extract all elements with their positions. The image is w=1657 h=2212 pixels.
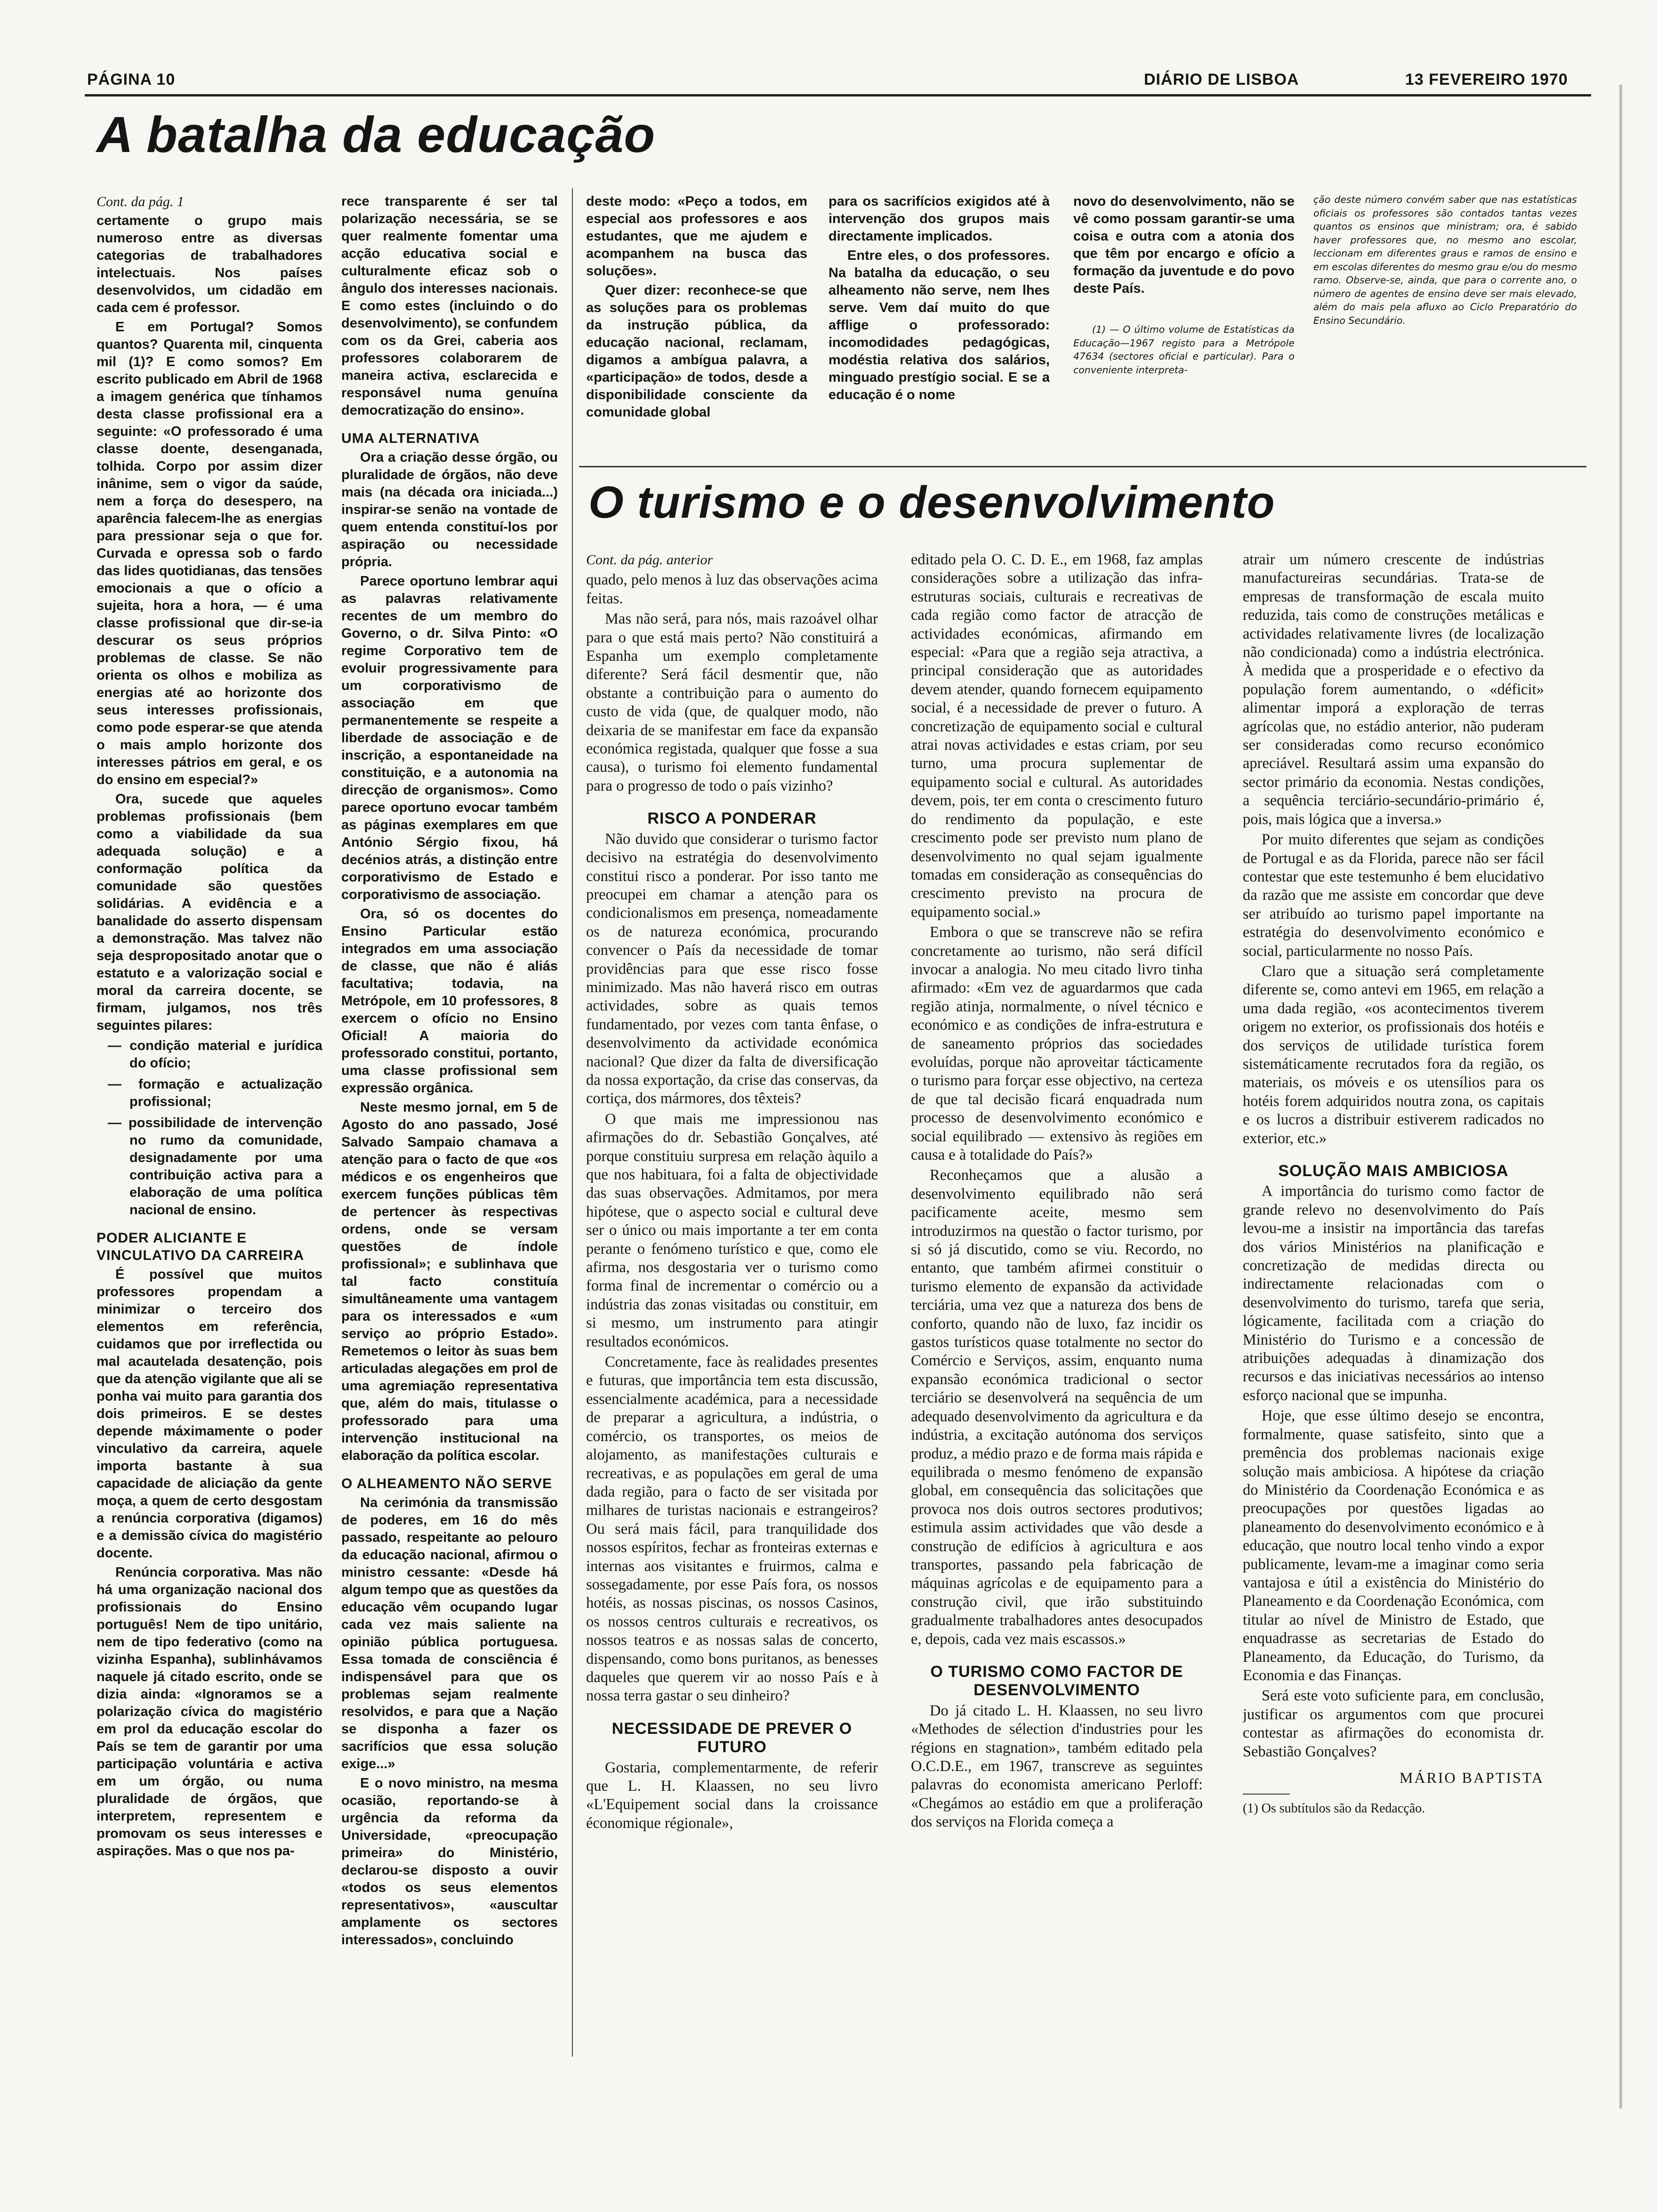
paragraph: Reconheçamos que a alusão a desenvolvimento equilibrado não será pacificamente aceite, mesmo sem introduzirmos na questão o factor turismo, por si só já discutido, como se viu. Recordo, no entanto, que também afirmei constituir o turismo elemento de expansão da actividade terciária, uma vez que a natureza dos bens de conforto, quando não de luxo, faz incidir os gastos turísticos quase totalmente no sector do Comércio e Serviços, assim, enquanto numa expansão económica tradicional o sector terciário se desenvolverá na sequência de um adequado desenvolvimento da agricultura e da indústria, a excitação autónoma dos serviços produz, a médio prazo e de forma mais rápida e equilibrada o mesmo fenómeno de expansão global, em consequência das solicitações que provoca nos dois outros sectores produtivos; estimula assim actividades que vão desde a construção de edifícios à agricultura e aos transportes, passando pela fabricação de máquinas agrícolas e de equipamento para a construção civil, que irão substituindo gradualmente trabalhadores antes desocupados e, depois, cada vez mais escassos.» — [911, 1167, 1203, 1648]
education-column-1 — [97, 193, 322, 2076]
paragraph: Quer dizer: reconhece-se que as soluções para os problemas da instrução pública, da educação nacional, reclamam, digamos a ambígua palavra, a «participação» de todos, desde a disponibilidade consciente da comunidade global — [586, 283, 807, 420]
paragraph: E o novo ministro, na mesma ocasião, reportando-se à urgência da reforma da Universidade, «preocupação primeira» do Ministério, declarou-se disposto a ouvir «todos os seus elementos representativos», «auscultar amplamente os sectores interessados», concluindo — [341, 1776, 558, 1948]
paragraph: Embora o que se transcreve não se refira concretamente ao turismo, não será difícil invocar a analogia. No meu citado livro tinha afirmado: «Em vez de aguardarmos que cada região atinja, normalmente, o nível técnico e económico e as condições de infra-estrutura e de saneamento próprios das sociedades evoluídas, porque não aproveitar tácticamente o turismo para forçar esse objectivo, na certeza de que tal decisão ficará enquadrada num processo de desenvolvimento económico e social equilibrado — extensivo às regiões em causa e à totalidade do País?» — [911, 924, 1203, 1163]
paragraph: editado pela O. C. D. E., em 1968, faz amplas considerações sobre a utilização das infra-estruturas sociais, culturais e recreativas de cada região como factor de atracção de actividades económicas, afirmando em especial: «Para que a região seja atractiva, a principal consideração que as autoridades devem atender, quando fornecem equipamento social, é a necessidade de prever o futuro. A concretização de equipamento social e cultural atrai novas actividades e estas criam, por seu turno, uma procura suplementar de equipamento social e cultural. As autoridades devem, pois, ter em conta o crescimento futuro do rendimento da população, e este crescimento pode ser previsto num plano de desenvolvimento no qual sejam igualmente tomadas em consideração as consequências do crescimento previsto na procura de equipamento social.» — [911, 551, 1203, 921]
paragraph: Por muito diferentes que sejam as condições de Portugal e as da Florida, parece não ser fácil contestar que este testemunho é bem elucidativo da razão que me assiste em concordar que deve ser atribuído ao turismo papel importante na estratégia do desenvolvimento económico e social, particularmente no nosso País. — [1243, 831, 1544, 960]
subheading: SOLUÇÃO MAIS AMBICIOSA — [1278, 1162, 1509, 1180]
footnote: (1) — O último volume de Estatísticas da Educação—1967 registo para a Metrópole 47634 (sectores oficial e particular). Para o conveniente interpreta- — [1073, 324, 1295, 376]
subheading: NECESSIDADE DE PREVER O FUTURO — [611, 1719, 853, 1756]
footnote: (1) Os subtítulos são da Redacção. — [1243, 1801, 1425, 1816]
paragraph: Neste mesmo jornal, em 5 de Agosto do ano passado, José Salvado Sampaio chamava a atenção para o facto de que «os médicos e os engenheiros que exercem funções públicas têm de pertencer às respectivas ordens, onde se versam questões de índole profissional»; e sublinhava que tal facto constituía simultâneamente uma vantagem para os interessados e «um serviço ao próprio Estado». Remetemos o leitor às suas bem articuladas alegações em prol de uma agremiação representativa que, além do mais, titulasse o professorado para uma intervenção institucional na elaboração da política escolar. — [341, 1100, 558, 1463]
paragraph: deste modo: «Peço a todos, em especial aos professores e aos estudantes, que me ajudem e acompanhem na busca das soluções». — [586, 194, 807, 279]
paragraph: Na cerimónia da transmissão de poderes, em 16 do mês passado, respeitante ao pelouro da educação nacional, afirmou o ministro cessante: «Desde há algum tempo que as questões da educação vêm ocupando lugar cada vez mais saliente na opinião pública portuguesa. Essa tomada de consciência é indispensável para que os problemas sejam realmente resolvidos, e para que a Nação se disponha a fazer os sacrifícios que essa solução exige...» — [341, 1495, 558, 1771]
paragraph: Será este voto suficiente para, em conclusão, justificar os argumentos com que procurei contestar as afirmações do economista dr. Sebastião Gonçalves? — [1243, 1687, 1544, 1760]
list-item: — condição material e jurídica do ofício; — [108, 1038, 322, 1071]
footnote-continued: ção deste número convém saber que nas estatísticas oficiais os professores são contados tantas vezes quantos os ensinos que ministram; ora, é sabido haver professores que, no mesmo ano escolar, leccionam em diferentes graus e ramos de ensino e em escolas diferentes do mesmo grau e/ou do mesmo ramo. Observe-se, ainda, que para o corrente ano, o número de agentes de ensino deve ser mais elevado, além do mais pela afluxo ao Ciclo Preparatório do Ensino Secundário. — [1313, 194, 1577, 326]
paragraph: Entre eles, o dos professores. Na batalha da educação, o seu alheamento não serve, nem lhes serve. Vem daí muito do que afflige o professorado: incomodidades pedagógicas, modéstia relativa dos salários, minguado prestígio social. E se a educação é o nome — [828, 248, 1050, 402]
paragraph: Não duvido que considerar o turismo factor decisivo na estratégia do desenvolvimento constitui risco a ponderar. Por isso tanto me preocupei em chamar a atenção para os condicionalismos em presença, nomeadamente os de natureza económica, procurando convencer o País da necessidade de tomar providências para que esse risco fosse minimizado. Mas não haverá risco em outras actividades, sobre as quais temos fundamentado, por vezes com tanta ênfase, o desenvolvimento da actividade económica nacional? Que dizer da falta de diversificação da nossa exportação, da crise das conservas, da cortiça, dos mármores, dos têxteis? — [586, 830, 878, 1107]
subheading: O ALHEAMENTO NÃO SERVE — [341, 1476, 553, 1491]
section-divider — [579, 466, 1586, 467]
paragraph: E em Portugal? Somos quantos? Quarenta mil, cinquenta mil (1)? E como somos? Em escrito publicado em Abril de 1968 a imagem genérica que tínhamos desta classe profissional era a seguinte: «O professorado é uma classe doente, desenganada, tolhida. Corpo por assim dizer inânime, sem o vigor da saúde, nem a força do desespero, na aparência falecem-lhe as energias para pressionar seja o que for. Curvada e opressa sob o fardo das lides quotidianas, das tensões emocionais a que o ofício a sujeita, hora a hora, — é uma classe profissional que dir-se-ia descurar os seus próprios problemas de classe. Se não orienta os olhos e mobiliza as energias até ao horizonte dos seus interesses profissionais, como pode esperar-se que atenda o mais amplo horizonte dos interesses pátrios em geral, e os do ensino em especial?» — [97, 320, 322, 787]
paragraph: O que mais me impressionou nas afirmações do dr. Sebastião Gonçalves, até porque constituiu surpresa em relação àquilo a que nos habituara, foi a falta de objectividade das suas observações. Admitamos, por mera hipótese, que o aspecto social e cultural deve ser o único ou mais importante a ter em conta perante o fenómeno turístico e que, como ele afirma, nos desgostaria ver o turismo como forma final de incrementar o comércio ou a indústria das zonas visitadas ou constituir, em si mesmo, um instrumento para atingir resultados económicos. — [586, 1110, 878, 1350]
paragraph: Ora a criação desse órgão, ou pluralidade de órgãos, não deve mais (na década ora iniciada...) inspirar-se senão na vontade de quem entenda constituí-los por aspiração ou necessidade própria. — [341, 450, 558, 569]
paragraph: Gostaria, complementarmente, de referir que L. H. Klaassen, no seu livro «L'Equipement social dans la croissance économique régionale», — [586, 1759, 878, 1832]
page-number: PÁGINA 10 — [87, 71, 176, 88]
article-title-tourism: O turismo e o desenvolvimento — [588, 477, 1275, 528]
paragraph: A importância do turismo como factor de grande relevo no desenvolvimento do País levou-me a insistir na importância das tarefas dos vários Ministérios na planificação e concretização de medidas directa ou indirectamente relacionadas com o desenvolvimento do turismo, tarefa que seria, lógicamente, facilitada com a criação do Ministério do Turismo e a concessão de atribuições adequadas à dinamização dos recursos e das iniciativas necessários ao intenso esforço nacional que se impunha. — [1243, 1183, 1544, 1404]
paragraph: rece transparente é ser tal polarização necessária, se se quer realmente fomentar uma acção educativa social e culturalmente eficaz sob o ângulo dos interesses nacionais. E como estes (incluindo o do desenvolvimento), se confundem com os da Grei, caberia aos professores colaborarem de maneira activa, esclarecida e responsável numa genuína democratização do ensino». — [341, 194, 558, 418]
tourism-column-2 — [911, 551, 1203, 2071]
paragraph: É possível que muitos professores propendam a minimizar o terceiro dos elementos em referência, cuidamos que por irreflectida ou mal acautelada desatenção, pois que da atenção vigilante que ali se ponha vai muito para garantia dos dois primeiros. E se destes depende máximamente o poder vinculativo da carreira, aquele importa bastante à sua capacidade de aliciação da gente moça, a quem de certo desgostam a renúncia corporativa (digamos) e a demissão cívica do magistério docente. — [97, 1267, 322, 1561]
education-column-4 — [828, 193, 1050, 438]
paragraph: Claro que a situação será completamente diferente se, como antevi em 1965, em relação a uma dada região, «os acontecimentos tiverem origem no exterior, os profissionais dos hotéis e dos serviços de utilidade turística forem sistemáticamente recrutados fora da região, os materiais, os móveis e os utensílios para os hotéis forem adquiridos noutra zona, os capitais e os lucros a distribuir estiverem radicados no exterior, etc.» — [1243, 962, 1544, 1147]
issue-date: 13 FEVEREIRO 1970 — [1405, 71, 1568, 88]
paragraph: Parece oportuno lembrar aqui as palavras relativamente recentes de um membro do Governo, o dr. Silva Pinto: «O regime Corporativo tem de evoluir progressivamente para um corporativismo de associação em que permanentemente se respeite a liberdade de associação e de inscrição, a espontaneidade na constituição, e a autonomia na direcção de organismos». Como parece oportuno evocar também as páginas exemplares em que António Sérgio fixou, há decénios atrás, a distinção entre corporativismo de Estado e corporativismo de associação. — [341, 574, 558, 902]
paragraph: Mas não será, para nós, mais razoável olhar para o que está mais perto? Não constituirá a Espanha um exemplo completamente diferente? Será fácil desmentir que, não obstante a contribuição para o aumento do custo de vida (que, de qualquer modo, não deixaria de se manifestar em face da expansão económica registada, qualquer que fosse a sua causa), o turismo foi elemento fundamental para o progresso de todo o país vizinho? — [586, 610, 878, 794]
education-footnote-column — [1313, 193, 1577, 475]
author-signature: MÁRIO BAPTISTA — [1399, 1769, 1544, 1786]
newspaper-name: DIÁRIO DE LISBOA — [1144, 71, 1299, 88]
tourism-column-3 — [1243, 551, 1544, 2071]
tourism-column-1 — [586, 551, 878, 2071]
paragraph: atrair um número crescente de indústrias manufactureiras secundárias. Trata-se de empresas de transformação de escala muito reduzida, tais como de construções metálicas e actividades relativamente livres (de localização não condicionada) como a indústria electrónica. À medida que a prosperidade e o efectivo da população forem aumentando, o «déficit» alimentar imporá a exploração de terras agrícolas que, no estádio anterior, não puderam ser consideradas como recurso económico apreciável. Resultará assim uma expansão do sector primário da economia. Nestas condições, a sequência terciário-secundário-primário é, pois, mais lógica que a inversa.» — [1243, 551, 1544, 828]
paragraph: para os sacrifícios exigidos até à intervenção dos grupos mais directamente implicados. — [828, 194, 1050, 244]
subheading: UMA ALTERNATIVA — [341, 431, 480, 446]
education-column-2 — [341, 193, 558, 2076]
paragraph: Concretamente, face às realidades presentes e futuras, que importância tem esta discussão, essencialmente académica, para a necessidade de preparar a agricultura, a indústria, o comércio, os transportes, os meios de alojamento, as manifestações culturais e recreativas, e as populações em geral de uma dada região, para o facto de ser visitada por milhares de turistas nacionais e estrangeiros? Ou será mais fácil, para tranquilidade dos nossos espíritos, fechar as fronteiras externas e internas aos visitantes e fruirmos, calma e sossegadamente, por esse País fora, os nossos hotéis, as nossas piscinas, os nossos Casinos, os nossos centros culturais e recreativos, os nossos teatros e as nossas salas de concerto, dispensando, como bons puritanos, as benesses daqueles que querem vir ao nosso País e à nossa terra gastar o seu dinheiro? — [586, 1354, 878, 1705]
continuation-note: Cont. da pág. 1 — [97, 194, 184, 209]
pillars-list — [97, 1037, 322, 1219]
paragraph: Do já citado L. H. Klaassen, no seu livro «Methodes de sélection d'industries pour les régions en stagnation», também editado pela O.C.D.E., em 1967, transcreve as seguintes palavras do economista americano Perloff: «Chegámos ao estádio em que a proliferação dos serviços na Florida começa a — [911, 1702, 1203, 1831]
paragraph: Hoje, que esse último desejo se encontra, formalmente, quase satisfeito, sinto que a premência dos problemas nacionais exige solução mais ambiciosa. A hipótese da criação do Ministério da Coordenação Económica e as preocupações por questões ligadas ao planeamento do desenvolvimento económico e à educação, que noutro local tenho vindo a expor publicamente, levam-me a imaginar como seria vantajosa e útil a existência do Ministério do Planeamento e da Coordenação Económica, com titular ao nível de Ministro de Estado, que enquadrasse as secretarias de Estado do Planeamento, da Educação, do Turismo, da Economia e das Finanças. — [1243, 1407, 1544, 1684]
column-divider — [572, 188, 573, 2057]
education-column-3 — [586, 193, 807, 438]
list-item: — possibilidade de intervenção no rumo da comunidade, designadamente por uma contribuição activa para a elaboração de uma política nacional de ensino. — [108, 1115, 322, 1218]
article-title-education: A batalha da educação — [97, 106, 656, 163]
footnote-rule — [1243, 1794, 1290, 1795]
header-rule — [85, 94, 1591, 96]
page-edge-shadow — [1619, 85, 1622, 2108]
subheading: PODER ALICIANTE E VINCULATIVO DA CARREIRA — [97, 1230, 305, 1263]
paragraph: Renúncia corporativa. Mas não há uma organização nacional dos profissionais do Ensino português! Nem de tipo unitário, nem de tipo federativo (como na vizinha Espanha), sublinhávamos naquele já citado escrito, onde se dizia ainda: «Ignoramos se a polarização cívica do magistério em prol da educação escolar do País se tem de garantir por uma participação voluntária e activa em um órgão, ou numa pluralidade de órgãos, que interpretem, representem e promovam os seus interesses e aspirações. Mas o que nos pa- — [97, 1565, 322, 1859]
list-item: — formação e actualização profissional; — [108, 1077, 322, 1109]
paragraph: quado, pelo menos à luz das observações acima feitas. — [586, 571, 878, 607]
continuation-note: Cont. da pág. anterior — [586, 552, 713, 568]
subheading: RISCO A PONDERAR — [647, 809, 817, 828]
education-column-5 — [1073, 193, 1295, 457]
subheading: O TURISMO COMO FACTOR DE DESENVOLVIMENTO — [930, 1662, 1183, 1699]
paragraph: Ora, só os docentes do Ensino Particular estão integrados em uma associação de classe, que não é aliás facultativa; todavia, na Metrópole, em 10 professores, 8 exercem o ofício no Ensino Oficial! A maioria do professorado constitui, portanto, uma classe profissional sem expressão orgânica. — [341, 906, 558, 1096]
paragraph: novo do desenvolvimento, não se vê como possam garantir-se uma coisa e outra com a atonia dos que têm por encargo e ofício a formação da juventude e do povo deste País. — [1073, 194, 1295, 296]
paragraph: certamente o grupo mais numeroso entre as diversas categorias de trabalhadores intelectuais. Nos países desenvolvidos, um cidadão em cada cem é professor. — [97, 213, 322, 315]
paragraph: Ora, sucede que aqueles problemas profissionais (bem como a viabilidade da sua adequada solução) e a conformação política da comunidade são questões solidárias. A evidência e a banalidade do asserto dispensam a demonstração. Mas talvez não seja despropositado anotar que o estatuto e a valorização social e moral da carreira docente, se firmam, julgamos, nos três seguintes pilares: — [97, 792, 322, 1033]
